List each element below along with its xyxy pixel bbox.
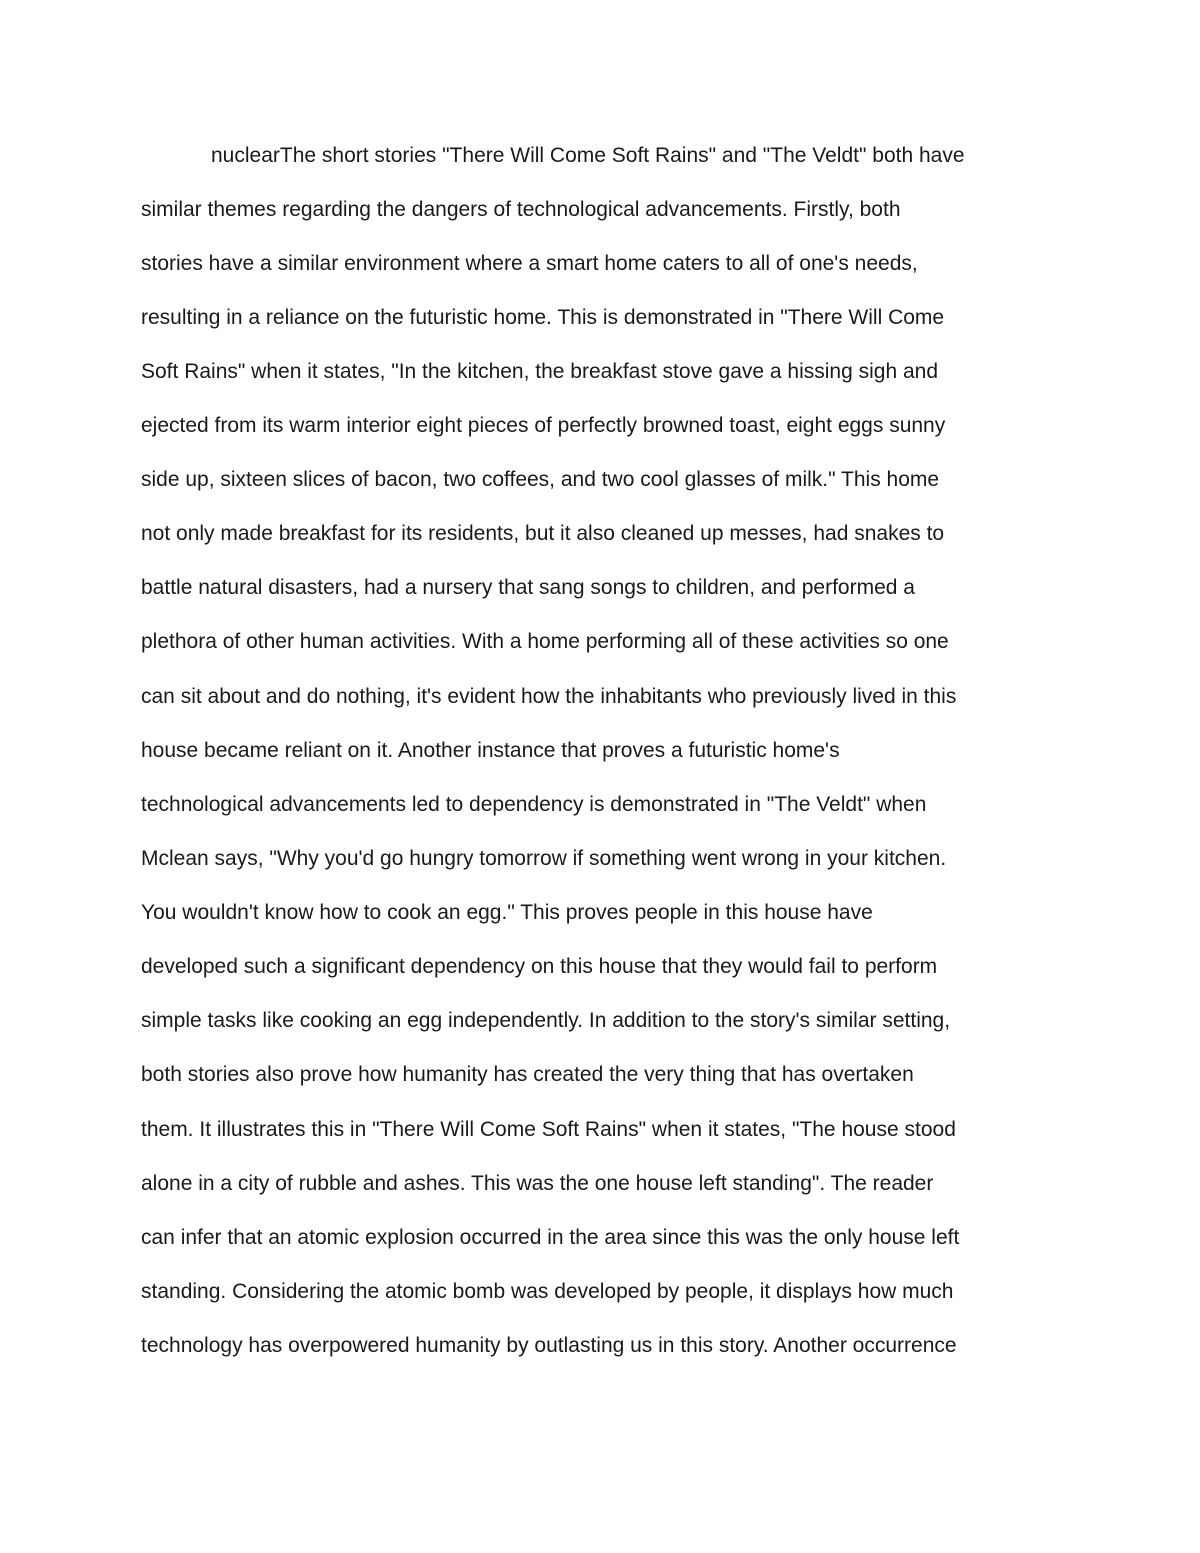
text-line: not only made breakfast for its residents, but it also cleaned up messes, had snakes to <box>141 522 945 545</box>
text-line: developed such a significant dependency on this house that they would fail to perform <box>141 955 938 978</box>
text-line: plethora of other human activities. With a home performing all of these activities so one <box>141 630 949 653</box>
text-line: Mclean says, "Why you'd go hungry tomorrow if something went wrong in your kitchen. <box>141 847 947 870</box>
text-line: simple tasks like cooking an egg independently. In addition to the story's similar setting, <box>141 1009 951 1032</box>
text-line: ejected from its warm interior eight pieces of perfectly browned toast, eight eggs sunny <box>141 414 946 437</box>
text-line: house became reliant on it. Another instance that proves a futuristic home's <box>141 739 840 762</box>
text-line: You wouldn't know how to cook an egg." This proves people in this house have <box>141 901 873 924</box>
text-line: both stories also prove how humanity has created the very thing that has overtaken <box>141 1063 914 1086</box>
text-line: can sit about and do nothing, it's evident how the inhabitants who previously lived in this <box>141 685 957 708</box>
text-line: can infer that an atomic explosion occurred in the area since this was the only house left <box>141 1226 960 1249</box>
text-line: side up, sixteen slices of bacon, two coffees, and two cool glasses of milk." This home <box>141 468 940 491</box>
text-line: resulting in a reliance on the futuristic home. This is demonstrated in "There Will Come <box>141 306 945 329</box>
text-line: nuclearThe short stories "There Will Come Soft Rains" and "The Veldt" both have <box>211 144 965 167</box>
text-line: battle natural disasters, had a nursery that sang songs to children, and performed a <box>141 576 915 599</box>
text-line: similar themes regarding the dangers of technological advancements. Firstly, both <box>141 198 901 221</box>
text-line: stories have a similar environment where a smart home caters to all of one's needs, <box>141 252 918 275</box>
text-line: technology has overpowered humanity by outlasting us in this story. Another occurrence <box>141 1334 957 1357</box>
text-line: standing. Considering the atomic bomb was developed by people, it displays how much <box>141 1280 954 1303</box>
text-line: Soft Rains" when it states, "In the kitchen, the breakfast stove gave a hissing sigh and <box>141 360 939 383</box>
text-line: them. It illustrates this in "There Will Come Soft Rains" when it states, "The house stood <box>141 1118 956 1141</box>
text-line: alone in a city of rubble and ashes. This was the one house left standing". The reader <box>141 1172 934 1195</box>
text-line: technological advancements led to dependency is demonstrated in "The Veldt" when <box>141 793 927 816</box>
